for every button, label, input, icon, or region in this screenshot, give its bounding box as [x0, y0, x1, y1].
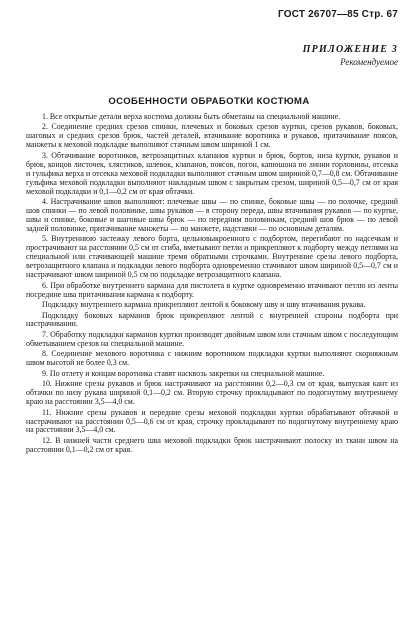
paragraph: 9. По отлету и концам воротника ставят насквозь закрепки на специальной машине. — [42, 368, 325, 378]
paragraph: 7. Обработку подкладки карманов куртки производят двойным швом или стачным швом с последующим обметыванием срезов на специальной машине. — [26, 329, 398, 348]
paragraph: 6. При обработке внутреннего кармана для пистолета в куртке одновременно втачивают петлю из ленты посредине шва притачивания кармана к подборту. — [26, 280, 398, 299]
paragraph: 12. В нижней части среднего шва меховой подкладки брюк настрачивают полоску из ткани швом на расстоянии 0,1—0,2 см от края. — [26, 435, 398, 454]
paragraph: 10. Нижние срезы рукавов и брюк настрачивают на расстоянии 0,2—0,3 см от края, выпуская кант из обтачки по низу рукава шириной 0,1—0,2 см. Вторую строчку прокладывают по подогнутому внутреннему краю на расстоянии 3,5—4,0 см. — [26, 379, 398, 407]
paragraph: 2. Соединение средних срезов спинки, плечевых и боковых срезов куртки, срезов рукавов, боковых, шаговых и средних срезов брюк, частей деталей, втачивание воротника и рукавов, притачивание поясов, манжеты к меховой подкладке выполняют стачным швом шириной 1 см. — [26, 122, 398, 150]
paragraph: 3. Обтачивание воротников, ветрозащитных клапанов куртки и брюк, бортов, низа куртки, рукавов и брюк, концов листочек, хлястиков, шлевок, клапанов, поясов, погон, капюшона по линии горловины, отсекка и гульфика верха и отсекка меховой подкладки выполняют стачным швом шириной 0,7—0,8 см. Обтачивание гульфика меховой подкладки выполняют накладным швом с закрытым срезом, шириной 0,5—0,7 см от края меховой подкладки и 0,1—0,2 см от края обтачки. — [26, 150, 398, 196]
appendix-subtitle: Рекомендуемое — [340, 57, 398, 67]
paragraph: 8. Соединение мехового воротника с нижним воротником подкладки куртки выполняют скорняжным швом высотой не более 0,3 см. — [26, 349, 398, 368]
paragraph: 4. Настрачивание швов выполняют: плечевые швы — по спинке, боковые швы — по полочке, средний шов спинки — по левой половинке, швы рукавов — в сторону переда, швы втачивания рукавов — по куртке, швы и спинке, боковые и шаговые швы брюк — по передним половинкам, средний шов брюк — по левой задней половинке, притачивание манжеты — по манжете, надставки — по основным деталям. — [26, 197, 398, 233]
paragraph: Подкладку боковых карманов брюк прикрепляют лентой с внутренней стороны подборта при настрачивании. — [26, 310, 398, 329]
paragraph: Подкладку внутреннего кармана прикрепляют лентой к боковому шву и шву втачивания рукава. — [42, 300, 366, 310]
appendix-block — [303, 44, 398, 67]
paragraph: 5. Внутреннюю застежку левого борта, цельновыкроенного с подбортом, перегибают по надсечкам и прострачивают на расстоянии 0,5 см от сгиба, вметывают петли и прикрепляют к подборту между петлями на специальной или стачивающей машине тремя обратными строчками. Внутренние срезы левого подборта, ветрозащитного клапана и подкладки левого подборта одновременно стачивают швом шириной 0,5—0,7 см и настрачивают швом шириной 0,5 см по подкладке ветрозащитного клапана. — [26, 234, 398, 280]
page-header: ГОСТ 26707—85 Стр. 67 — [278, 9, 398, 20]
paragraph: 11. Нижние срезы рукавов и передние срезы меховой подкладки куртки обрабатывают обтачкой и настрачивают на расстоянии 0,5—0,6 см от края, строчку прокладывают по подогнутому внутреннему краю на расстоянии 3,5—4,0 см. — [26, 407, 398, 435]
paragraph: 1. Все открытые детали верха костюма должны быть обметаны на специальной машине. — [42, 112, 341, 121]
section-heading: ОСОБЕННОСТИ ОБРАБОТКИ КОСТЮМА — [108, 96, 310, 107]
body-text — [26, 113, 398, 456]
appendix-title: ПРИЛОЖЕНИЕ 3 — [302, 44, 398, 55]
